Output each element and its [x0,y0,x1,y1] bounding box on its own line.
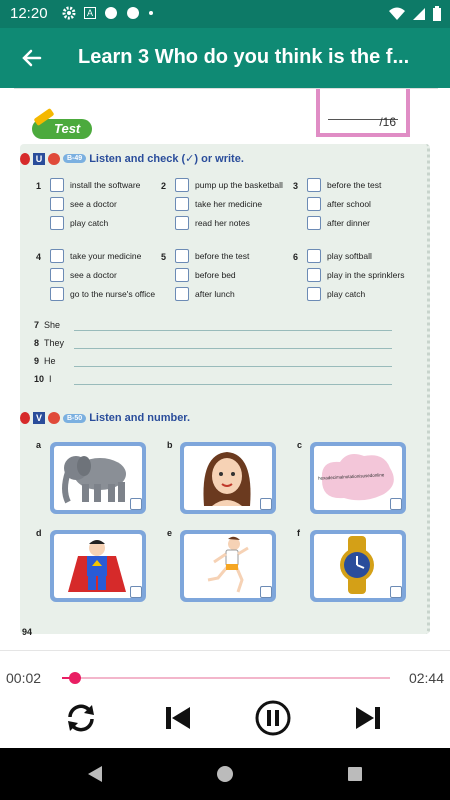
recents-square-icon[interactable] [346,764,364,784]
checkbox[interactable] [390,586,402,598]
girl-face-icon [184,446,270,508]
option-item[interactable]: play softball [307,249,372,263]
option-item[interactable]: before the test [307,178,381,192]
checkbox[interactable] [130,498,142,510]
checkbox[interactable] [307,249,321,263]
elapsed-time: 00:02 [6,670,42,686]
checkbox[interactable] [130,586,142,598]
section-u-header [20,152,244,165]
section-letter: U [33,153,45,165]
option-item[interactable]: play catch [50,216,108,230]
checkbox[interactable] [307,178,321,192]
worksheet-page [14,88,438,648]
picture-label: a [36,440,42,450]
dot-icon [148,6,154,20]
arrow-left-icon[interactable] [18,44,46,72]
picture-label: c [297,440,303,450]
picture-caption: hexadecimalnotationisusedonline [317,472,385,481]
gear-icon [62,6,76,20]
seek-bar[interactable] [62,677,390,679]
checkbox[interactable] [307,268,321,282]
test-badge: Test [32,119,92,139]
exercise-sheet [20,144,430,634]
option-item[interactable]: play catch [307,287,365,301]
picture-label: f [297,528,300,538]
checkbox[interactable] [307,287,321,301]
notification-a-icon: A [84,7,96,19]
cd-icon [48,412,60,424]
back-triangle-icon[interactable] [86,764,104,784]
option-item[interactable]: take her medicine [175,197,262,211]
option-item[interactable]: after lunch [175,287,235,301]
question-number: 2 [161,181,167,191]
option-item[interactable]: play in the sprinklers [307,268,404,282]
wristwatch-icon [314,534,400,596]
option-item[interactable]: after school [307,197,371,211]
option-item[interactable]: read her notes [175,216,250,230]
skip-next-icon[interactable] [350,699,388,737]
writing-line[interactable]: 8 They [34,338,64,348]
checkbox[interactable] [50,268,64,282]
running-boy-icon [184,534,270,596]
checkbox[interactable] [175,197,189,211]
signal-icon [412,7,426,21]
option-item[interactable]: see a doctor [50,197,117,211]
checkbox[interactable] [175,249,189,263]
repeat-icon[interactable] [62,699,100,737]
writing-line[interactable]: 9 He [34,356,56,366]
circle-icon [104,6,118,20]
wifi-icon [388,7,406,21]
score-box [316,89,410,137]
checkbox[interactable] [50,287,64,301]
option-item[interactable]: pump up the basketball [175,178,283,192]
question-number: 5 [161,252,167,262]
checkbox[interactable] [175,216,189,230]
pencil-icon [34,108,55,126]
elephant-icon [54,446,140,508]
picture-label: e [167,528,173,538]
checkbox[interactable] [50,178,64,192]
picture-label: b [167,440,173,450]
home-circle-icon[interactable] [216,764,234,784]
superhero-icon [54,534,140,596]
app-bar [0,28,450,88]
section-v-header [20,412,190,424]
status-icons-left [62,6,154,20]
picture-card[interactable] [50,442,146,514]
option-item[interactable]: install the software [50,178,140,192]
checkbox[interactable] [175,178,189,192]
status-icons-right [388,6,442,22]
writing-line[interactable]: 10 I [34,374,52,384]
option-item[interactable]: take your medicine [50,249,141,263]
worksheet-view[interactable] [0,88,450,650]
pin-icon [20,412,30,424]
section-title: Listen and check (✓) or write. [89,153,244,165]
pause-icon[interactable] [254,699,292,737]
option-item[interactable]: after dinner [307,216,370,230]
option-item[interactable]: see a doctor [50,268,117,282]
checkbox[interactable] [50,197,64,211]
seek-thumb[interactable] [69,672,81,684]
option-item[interactable]: before bed [175,268,236,282]
checkbox[interactable] [50,249,64,263]
checkbox[interactable] [50,216,64,230]
cd-icon [48,153,60,165]
picture-card[interactable] [310,530,406,602]
checkbox[interactable] [260,586,272,598]
checkbox[interactable] [175,287,189,301]
question-number: 4 [36,252,42,262]
score-total: /16 [379,115,396,129]
system-nav-bar [0,748,450,800]
checkbox[interactable] [175,268,189,282]
option-item[interactable]: before the test [175,249,249,263]
picture-label: d [36,528,42,538]
page-number: 94 [22,627,33,637]
question-number: 6 [293,252,299,262]
battery-icon [432,6,442,22]
track-badge: B-50 [63,414,86,423]
app-title: Learn 3 Who do you think is the f... [78,46,410,68]
section-letter: V [33,412,45,424]
checkbox[interactable] [260,498,272,510]
option-item[interactable]: go to the nurse's office [50,287,155,301]
checkbox[interactable] [307,216,321,230]
audio-player [0,650,450,748]
pin-icon [20,153,30,165]
question-number: 3 [293,181,299,191]
picture-card[interactable] [50,530,146,602]
status-time: 12:20 [10,5,48,22]
question-number: 1 [36,181,42,191]
writing-line[interactable]: 7 She [34,320,60,330]
picture-card[interactable] [180,530,276,602]
skip-previous-icon[interactable] [158,699,196,737]
checkbox[interactable] [390,498,402,510]
circle-icon [126,6,140,20]
status-bar [0,0,450,28]
track-badge: B-49 [63,154,86,163]
picture-card[interactable] [310,442,406,514]
section-title: Listen and number. [89,412,191,424]
total-time: 02:44 [408,670,444,686]
checkbox[interactable] [307,197,321,211]
picture-card[interactable] [180,442,276,514]
